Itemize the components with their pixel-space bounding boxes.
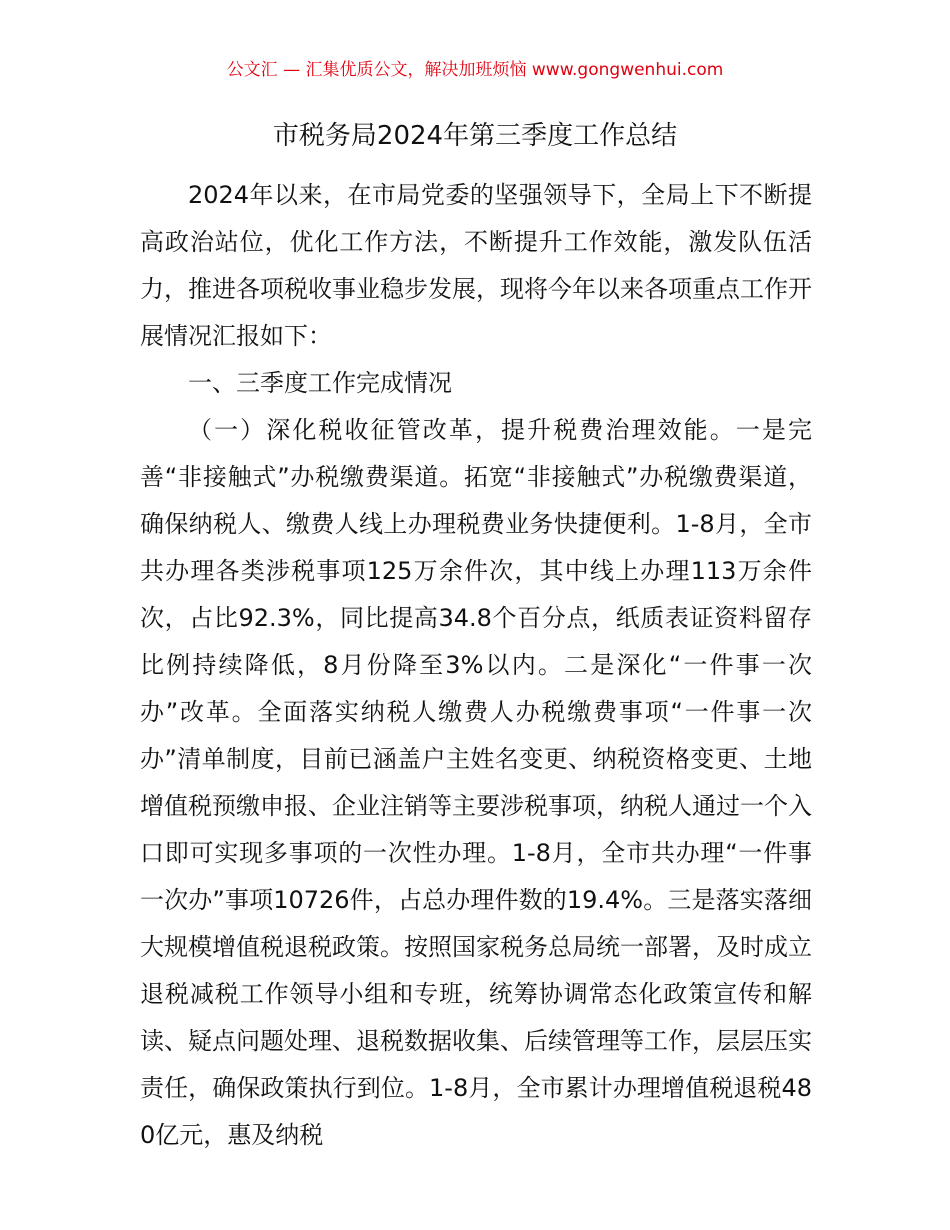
watermark-banner: 公文汇 — 汇集优质公文，解决加班烦恼 www.gongwenhui.com	[226, 60, 724, 80]
body-paragraph: （一）深化税收征管改革，提升税费治理效能。一是完善“非接触式”办税缴费渠道。拓宽“非接触式”办税缴费渠道，确保纳税人、缴费人线上办理税费业务快捷便利。1-8月，全市共办理各类涉税事项125万余件次，其中线上办理113万余件次，占比92.3%，同比提高34.8个百分点，纸质表证资料留存比例持续降低，8月份降至3%以内。二是深化“一件事一次办”改革。全面落实纳税人缴费人办税缴费事项“一件事一次办”清单制度，目前已涵盖户主姓名变更、纳税资格变更、土地增值税预缴申报、企业注销等主要涉税事项，纳税人通过一个入口即可实现多事项的一次性办理。1-8月，全市共办理“一件事一次办”事项10726件，占总办理件数的19.4%。三是落实落细大规模增值税退税政策。按照国家税务总局统一部署，及时成立退税减税工作领导小组和专班，统筹协调常态化政策宣传和解读、疑点问题处理、退税数据收集、后续管理等工作，层层压实责任，确保政策执行到位。1-8月，全市累计办理增值税退税480亿元，惠及纳税	[140, 416, 812, 1149]
intro-paragraph: 2024年以来，在市局党委的坚强领导下，全局上下不断提高政治站位，优化工作方法，不断提升工作效能，激发队伍活力，推进各项税收事业稳步发展，现将今年以来各项重点工作开展情况汇报如下：	[140, 181, 812, 350]
document-title: 市税务局2024年第三季度工作总结	[272, 121, 678, 151]
document-body	[140, 172, 812, 1159]
section-heading: 一、三季度工作完成情况	[188, 369, 452, 397]
